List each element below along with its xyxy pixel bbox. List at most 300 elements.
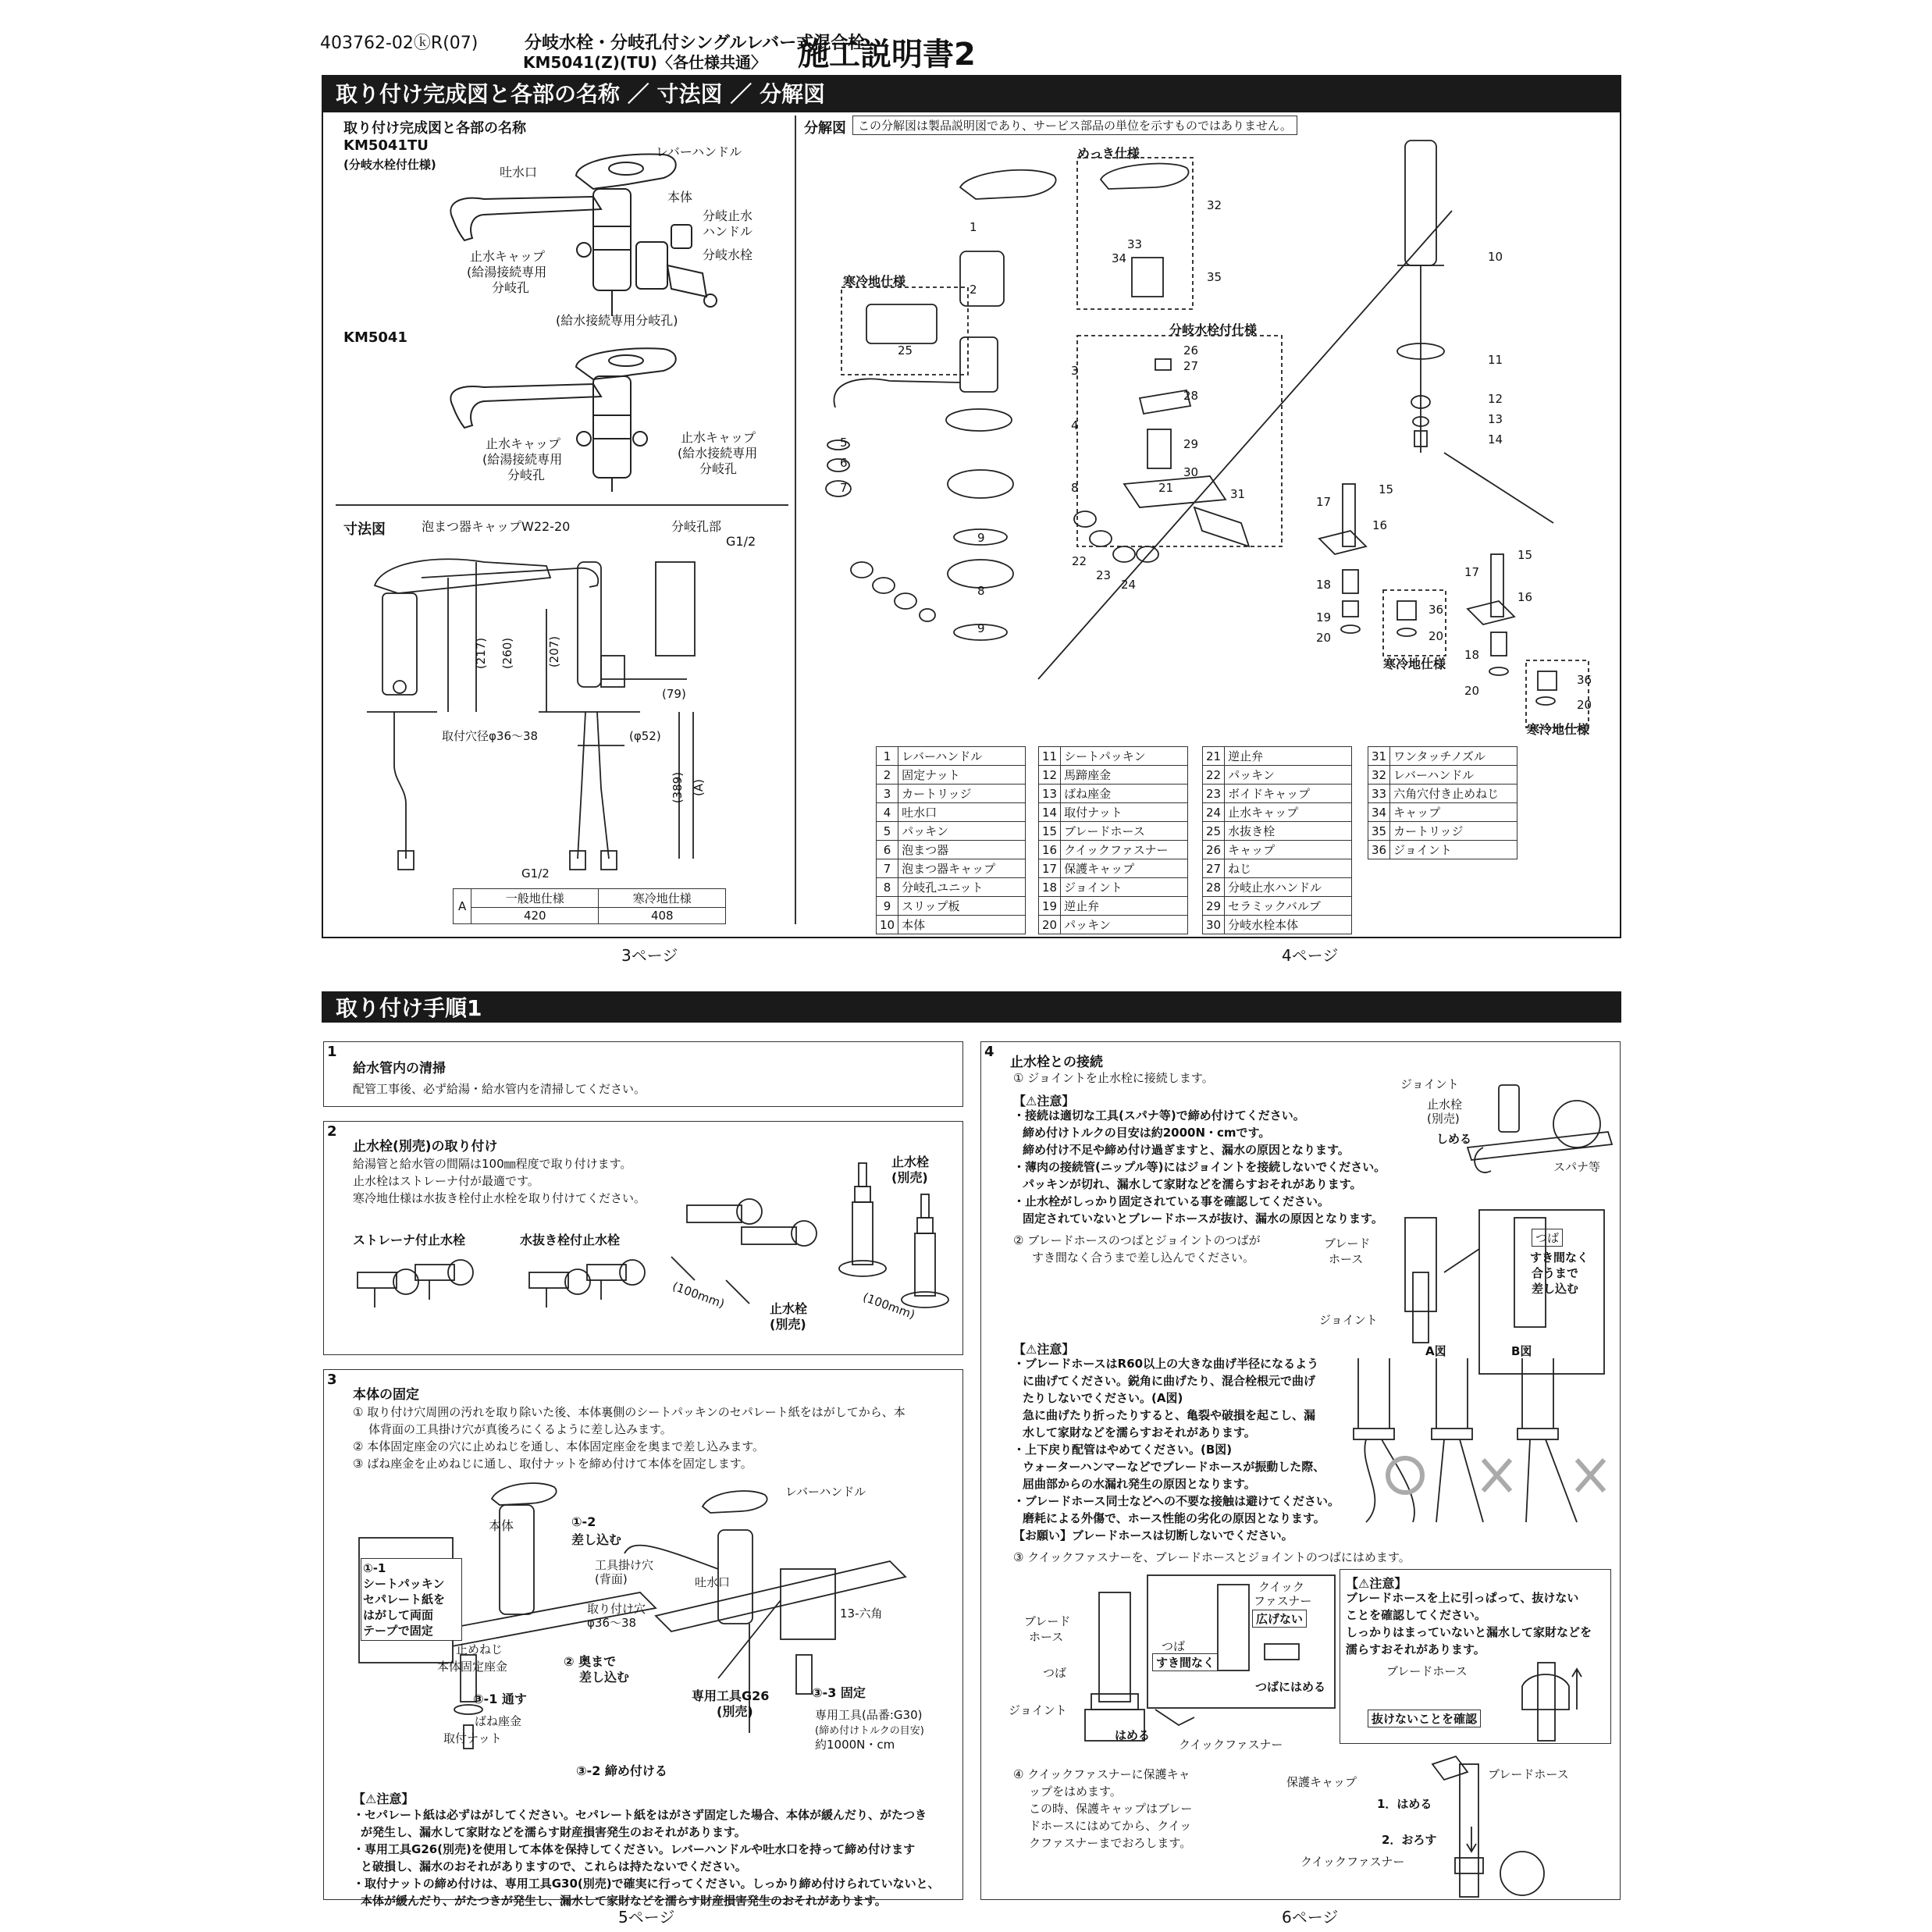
model-std: KM5041 bbox=[343, 329, 407, 346]
parts-number: 32 bbox=[1368, 766, 1390, 785]
s4-braid: ブレード bbox=[1324, 1236, 1371, 1251]
s3-11b: セパレート紙を bbox=[363, 1592, 446, 1606]
s3-c1: ・セパレート紙は必ずはがしてください。セパレート紙をはがさず固定した場合、本体が緩んだり、がたつき bbox=[353, 1808, 927, 1822]
s3-hook: 工具掛け穴 bbox=[595, 1558, 654, 1572]
parts-name: 泡まつ器 bbox=[898, 841, 1026, 859]
s4-t1: ① ジョイントを止水栓に接続します。 bbox=[1013, 1071, 1214, 1085]
page-3-label: 3ページ bbox=[621, 946, 678, 965]
s4-caution2-title: 【⚠注意】 bbox=[1013, 1342, 1075, 1357]
s4-pc-2: 2．おろす bbox=[1382, 1833, 1437, 1847]
parts-table-1 bbox=[876, 746, 1026, 934]
parts-row bbox=[1203, 859, 1352, 878]
parts-table-3 bbox=[1202, 746, 1352, 934]
parts-row bbox=[877, 841, 1026, 859]
dim-A: (A) bbox=[691, 779, 706, 796]
s4-qf-braid: ブレード bbox=[1024, 1614, 1071, 1628]
stop-valve-illustrations bbox=[343, 1163, 960, 1350]
s3-torque2: 約1000N・cm bbox=[815, 1738, 895, 1752]
parts-number: 31 bbox=[1368, 747, 1390, 766]
parts-row bbox=[1039, 897, 1188, 916]
label-branch-handle-2: ハンドル bbox=[703, 224, 753, 239]
s3-31: ③-1 通す bbox=[473, 1692, 527, 1706]
parts-name: 泡まつ器キャップ bbox=[898, 859, 1026, 878]
parts-number: 15 bbox=[1039, 822, 1061, 841]
parts-name: パッキン bbox=[1061, 916, 1188, 934]
s3-c3: ・取付ナットの締め付けは、専用工具G30(別売)で確実に行ってください。しっかり締め付けられていないと、 bbox=[353, 1877, 940, 1891]
parts-row bbox=[877, 859, 1026, 878]
parts-row bbox=[1368, 841, 1517, 859]
parts-number: 14 bbox=[1039, 803, 1061, 822]
s3-body: 本体 bbox=[489, 1518, 514, 1533]
s4-c1e: パッキンが切れ、漏水して家財などを濡らすおそれがあります。 bbox=[1023, 1177, 1362, 1191]
s4-c2g: ウォーターハンマーなどでブレードホースが振動した際、 bbox=[1023, 1460, 1325, 1474]
manual-title: 施工説明書2 bbox=[798, 37, 976, 73]
parts-name: ねじ bbox=[1225, 859, 1352, 878]
model-tu-sub: (分岐水栓付仕様) bbox=[343, 158, 436, 172]
parts-number: 36 bbox=[1368, 841, 1390, 859]
parts-number: 3 bbox=[877, 785, 898, 803]
parts-name: セラミックバルブ bbox=[1225, 897, 1352, 916]
s4-pc-quick: クイックファスナー bbox=[1300, 1855, 1405, 1869]
s4-qf-quick3: クイックファスナー bbox=[1179, 1738, 1283, 1752]
s3-spring: ばね座金 bbox=[475, 1714, 522, 1728]
parts-number: 24 bbox=[1203, 803, 1225, 822]
s4-t4e: クファスナーまでおろします。 bbox=[1029, 1836, 1192, 1850]
step-2-text-1: 給湯管と給水管の間隔は100㎜程度で取り付けます。 bbox=[353, 1157, 632, 1171]
parts-name: 馬蹄座金 bbox=[1061, 766, 1188, 785]
parts-row bbox=[877, 897, 1026, 916]
s4-fit1: すき間なく bbox=[1530, 1251, 1589, 1265]
dim-title: 寸法図 bbox=[343, 521, 386, 538]
step-1-title: 給水管内の清掃 bbox=[353, 1061, 446, 1076]
s4-qf-joint: ジョイント bbox=[1009, 1703, 1067, 1717]
label-branch-valve: 分岐水栓 bbox=[703, 247, 753, 262]
s4-qf-quick2: ファスナー bbox=[1254, 1594, 1312, 1608]
s4-fit2: 合うまで bbox=[1532, 1266, 1579, 1280]
cold2-label: 寒冷地仕様 bbox=[1383, 656, 1446, 671]
parts-row bbox=[1203, 897, 1352, 916]
s4-c2k: 【お願い】ブレードホースは切断しないでください。 bbox=[1013, 1528, 1293, 1542]
parts-row bbox=[1039, 747, 1188, 766]
s3-11a: シートパッキン bbox=[363, 1577, 445, 1591]
step-4-number: 4 bbox=[984, 1044, 994, 1060]
parts-name: カートリッジ bbox=[1390, 822, 1517, 841]
parts-name: クイックファスナー bbox=[1061, 841, 1188, 859]
parts-name: ジョイント bbox=[1390, 841, 1517, 859]
s4-qf-tsuba: つば bbox=[1043, 1666, 1067, 1680]
label-stopcap-1: 止水キャップ bbox=[470, 249, 546, 264]
exploded-title: 分解図 bbox=[804, 120, 846, 137]
dim-79: (79) bbox=[662, 687, 686, 701]
s4-c1d: ・薄肉の接続管(ニップル等)にはジョイントを接続しないでください。 bbox=[1013, 1160, 1386, 1174]
parts-name: カートリッジ bbox=[898, 785, 1026, 803]
hose-bend-figures bbox=[1343, 1358, 1616, 1546]
s4-pc-1: 1．はめる bbox=[1377, 1797, 1432, 1811]
parts-number: 5 bbox=[877, 822, 898, 841]
parts-name: 本体 bbox=[898, 916, 1026, 934]
s3-washer-plate: 本体固定座金 bbox=[437, 1660, 508, 1674]
s3-lever: レバーハンドル bbox=[785, 1485, 866, 1499]
s4-t4c: この時、保護キャップはブレー bbox=[1029, 1802, 1193, 1816]
label-std-left-2: (給湯接続専用 bbox=[482, 452, 563, 467]
s3-seat-packing-box bbox=[361, 1558, 462, 1641]
s3-11d: テープで固定 bbox=[363, 1624, 433, 1638]
parts-number: 10 bbox=[877, 916, 898, 934]
label-body: 本体 bbox=[667, 190, 693, 205]
s3-spout: 吐水口 bbox=[695, 1575, 731, 1589]
parts-number: 19 bbox=[1039, 897, 1061, 916]
s4-qf-gap: すき間なく bbox=[1152, 1653, 1219, 1671]
parts-number: 33 bbox=[1368, 785, 1390, 803]
parts-name: 分岐水栓本体 bbox=[1225, 916, 1352, 934]
s4-c2d: 急に曲げたり折ったりすると、亀裂や破損を起こし、漏 bbox=[1023, 1408, 1316, 1422]
parts-row bbox=[1039, 785, 1188, 803]
plating-label: めっき仕様 bbox=[1077, 146, 1140, 161]
parts-number: 18 bbox=[1039, 878, 1061, 897]
s4-pc-braid: ブレードホース bbox=[1488, 1767, 1569, 1781]
s3-tool2: 専用工具(品番:G30) bbox=[815, 1708, 923, 1722]
parts-number: 9 bbox=[877, 897, 898, 916]
s4-t4: ④ クイックファスナーに保護キャ bbox=[1013, 1767, 1190, 1781]
parts-name: パッキン bbox=[1225, 766, 1352, 785]
s4-pc-cap: 保護キャップ bbox=[1286, 1775, 1357, 1789]
s4-tighten: しめる bbox=[1436, 1132, 1472, 1146]
dim-207: (207) bbox=[547, 635, 562, 668]
s3-holeb: φ36〜38 bbox=[587, 1616, 637, 1630]
parts-name: 止水キャップ bbox=[1225, 803, 1352, 822]
label-std-left-1: 止水キャップ bbox=[486, 436, 561, 451]
s4-qf-hameru: はめる bbox=[1115, 1728, 1151, 1742]
s4-pull-braid: ブレードホース bbox=[1386, 1664, 1468, 1678]
parts-name: 水抜き栓 bbox=[1225, 822, 1352, 841]
parts-number: 26 bbox=[1203, 841, 1225, 859]
parts-name: 取付ナット bbox=[1061, 803, 1188, 822]
step-3-number: 3 bbox=[327, 1372, 337, 1388]
parts-row bbox=[877, 822, 1026, 841]
s4-caution1-title: 【⚠注意】 bbox=[1013, 1094, 1075, 1108]
parts-row bbox=[1203, 916, 1352, 934]
s3-screw: 止めねじ bbox=[456, 1642, 503, 1656]
label-spout: 吐水口 bbox=[500, 165, 538, 180]
parts-number: 2 bbox=[877, 766, 898, 785]
parts-name: パッキン bbox=[898, 822, 1026, 841]
step-1-number: 1 bbox=[327, 1044, 337, 1060]
parts-number: 27 bbox=[1203, 859, 1225, 878]
dim-g12-bottom: G1/2 bbox=[521, 866, 550, 881]
step-3-title: 本体の固定 bbox=[353, 1387, 419, 1403]
parts-name: ブレードホース bbox=[1061, 822, 1188, 841]
step-3-t2: ② 本体固定座金の穴に止めねじを通し、本体固定座金を奥まで差し込みます。 bbox=[353, 1439, 765, 1453]
parts-row bbox=[877, 803, 1026, 822]
s3-torque: (締め付けトルクの目安) bbox=[815, 1725, 924, 1737]
cold-label: 寒冷地仕様 bbox=[843, 274, 906, 289]
cold3-label: 寒冷地仕様 bbox=[1527, 722, 1590, 737]
s4-c2f: ・上下戻り配管はやめてください。(B図) bbox=[1013, 1443, 1233, 1457]
parts-number: 6 bbox=[877, 841, 898, 859]
parts-name: キャップ bbox=[1390, 803, 1517, 822]
s4-qf-tsuba2: つば bbox=[1162, 1639, 1186, 1653]
step-2-mm1: (100mm) bbox=[671, 1279, 727, 1311]
parts-number: 25 bbox=[1203, 822, 1225, 841]
label-std-left-3: 分岐孔 bbox=[507, 468, 546, 482]
parts-name: 保護キャップ bbox=[1061, 859, 1188, 878]
parts-row bbox=[1039, 803, 1188, 822]
step-1-text: 配管工事後、必ず給湯・給水管内を清掃してください。 bbox=[353, 1082, 646, 1096]
step-2-strainer: ストレーナ付止水栓 bbox=[353, 1233, 466, 1247]
s4-t3: ③ クイックファスナーを、ブレードホースとジョイントのつばにはめます。 bbox=[1013, 1550, 1411, 1564]
s4-fit3: 差し込む bbox=[1532, 1282, 1579, 1296]
dim-52: (φ52) bbox=[629, 729, 661, 743]
s4-c2e: 水して家財などを濡らすおそれがあります。 bbox=[1023, 1425, 1256, 1439]
parts-row bbox=[1368, 803, 1517, 822]
parts-row bbox=[1039, 916, 1188, 934]
parts-name: 逆止弁 bbox=[1225, 747, 1352, 766]
parts-row bbox=[877, 785, 1026, 803]
s4-c2j: 磨耗による外傷で、ホース性能の劣化の原因となります。 bbox=[1023, 1511, 1325, 1525]
parts-number: 22 bbox=[1203, 766, 1225, 785]
parts-table-2 bbox=[1038, 746, 1188, 934]
joint-connection-illustration bbox=[1389, 1069, 1616, 1350]
s4-tsuba: つば bbox=[1532, 1229, 1563, 1247]
parts-row bbox=[877, 766, 1026, 785]
parts-number: 34 bbox=[1368, 803, 1390, 822]
parts-name: シートパッキン bbox=[1061, 747, 1188, 766]
label-supply-branch: (給水接続専用分岐孔) bbox=[556, 313, 678, 328]
step-2-mm2: (100mm) bbox=[861, 1290, 917, 1322]
branch-spec-label: 分岐水栓付仕様 bbox=[1169, 322, 1258, 337]
parts-number: 20 bbox=[1039, 916, 1061, 934]
parts-row bbox=[1203, 785, 1352, 803]
s3-12b: 差し込む bbox=[571, 1532, 622, 1547]
parts-number: 7 bbox=[877, 859, 898, 878]
model-title: KM5041(Z)(TU)〈各仕様共通〉 bbox=[523, 53, 767, 72]
s4-c3c: しっかりはまっていないと漏水して家財などを bbox=[1346, 1625, 1592, 1639]
s4-t4b: ップをはめます。 bbox=[1029, 1784, 1122, 1799]
dimension-table bbox=[453, 888, 726, 924]
s3-12: ①-2 bbox=[571, 1514, 596, 1529]
step-2-stop-a2: (別売) bbox=[891, 1170, 928, 1185]
s3-toolb: (別売) bbox=[717, 1704, 753, 1719]
dim-g12-top: G1/2 bbox=[726, 534, 756, 549]
s4-figB: B図 bbox=[1511, 1344, 1532, 1358]
step-4-title: 止水栓との接続 bbox=[1010, 1055, 1103, 1070]
parts-number: 21 bbox=[1203, 747, 1225, 766]
parts-name: 吐水口 bbox=[898, 803, 1026, 822]
s3-32: ③-2 締め付ける bbox=[576, 1763, 667, 1778]
s4-pull-check: 抜けないことを確認 bbox=[1368, 1710, 1481, 1727]
product-title: 分岐水栓・分岐孔付シングルレバー式混合栓 bbox=[525, 34, 866, 53]
parts-row bbox=[1203, 766, 1352, 785]
section-bar-steps: 取り付け手順1 bbox=[322, 991, 1621, 1023]
s3-hole: 取り付け穴 bbox=[587, 1602, 646, 1616]
parts-table-4 bbox=[1368, 746, 1517, 859]
parts-name: レバーハンドル bbox=[1390, 766, 1517, 785]
step-2-stop-b: 止水栓 bbox=[770, 1301, 808, 1316]
parts-number: 35 bbox=[1368, 822, 1390, 841]
parts-number: 30 bbox=[1203, 916, 1225, 934]
s4-qf-nospread: 広げない bbox=[1252, 1610, 1307, 1628]
parts-row bbox=[877, 916, 1026, 934]
parts-row bbox=[1203, 841, 1352, 859]
label-std-right-2: (給水接続専用 bbox=[678, 446, 758, 461]
s4-stop: 止水栓 bbox=[1427, 1098, 1463, 1112]
parts-row bbox=[877, 878, 1026, 897]
step-2-title: 止水栓(別売)の取り付け bbox=[353, 1139, 498, 1155]
parts-name: 六角穴付き止めねじ bbox=[1390, 785, 1517, 803]
parts-number: 17 bbox=[1039, 859, 1061, 878]
s4-spanner: スパナ等 bbox=[1553, 1160, 1601, 1174]
model-tu: KM5041TU bbox=[343, 137, 429, 154]
s4-c3b: ことを確認してください。 bbox=[1346, 1608, 1487, 1622]
parts-number: 4 bbox=[877, 803, 898, 822]
s4-t2b: すき間なく合うまで差し込んでください。 bbox=[1032, 1251, 1255, 1265]
s4-qf-braid2: ホース bbox=[1029, 1630, 1064, 1644]
parts-name: ボイドキャップ bbox=[1225, 785, 1352, 803]
step-2-stop-b2: (別売) bbox=[770, 1317, 806, 1332]
parts-row bbox=[1368, 822, 1517, 841]
parts-number: 16 bbox=[1039, 841, 1061, 859]
parts-row bbox=[1203, 747, 1352, 766]
complete-title: 取り付け完成図と各部の名称 bbox=[343, 120, 526, 137]
parts-row bbox=[1039, 859, 1188, 878]
parts-row bbox=[1039, 766, 1188, 785]
dim-aerator-cap: 泡まつ器キャップW22-20 bbox=[422, 519, 571, 534]
dim-217: (217) bbox=[474, 637, 489, 670]
s3-caution-title: 【⚠注意】 bbox=[353, 1791, 415, 1806]
s4-caution3-title: 【⚠注意】 bbox=[1346, 1576, 1407, 1591]
parts-row bbox=[1039, 841, 1188, 859]
parts-number: 13 bbox=[1039, 785, 1061, 803]
s4-joint: ジョイント bbox=[1400, 1077, 1459, 1091]
parts-name: ばね座金 bbox=[1061, 785, 1188, 803]
panel-divider-h bbox=[336, 504, 788, 506]
s3-33: ③-3 固定 bbox=[812, 1685, 866, 1700]
parts-name: 逆止弁 bbox=[1061, 897, 1188, 916]
step-2-drain: 水抜き栓付止水栓 bbox=[520, 1233, 621, 1247]
s4-c3d: 濡らすおそれがあります。 bbox=[1346, 1642, 1485, 1656]
label-std-right-1: 止水キャップ bbox=[681, 430, 756, 445]
parts-number: 29 bbox=[1203, 897, 1225, 916]
parts-name: 分岐孔ユニット bbox=[898, 878, 1026, 897]
parts-row bbox=[1368, 747, 1517, 766]
s4-c2i: ・ブレードホース同士などへの不要な接触は避けてください。 bbox=[1013, 1494, 1340, 1508]
s4-t4d: ドホースにはめてから、クイッ bbox=[1029, 1819, 1192, 1833]
dim-table-general: 420 bbox=[471, 908, 599, 924]
parts-number: 11 bbox=[1039, 747, 1061, 766]
step-3-t1: ① 取り付け穴周囲の汚れを取り除いた後、本体裏側のシートパッキンのセパレート紙をはがしてから、本 bbox=[353, 1405, 906, 1419]
dim-table-a: A bbox=[454, 889, 471, 924]
s4-stop2: (別売) bbox=[1427, 1112, 1460, 1126]
parts-number: 28 bbox=[1203, 878, 1225, 897]
exploded-note: この分解図は製品説明図であり、サービス部品の単位を示すものではありません。 bbox=[852, 116, 1297, 135]
page-5-label: 5ページ bbox=[618, 1908, 675, 1927]
parts-name: 固定ナット bbox=[898, 766, 1026, 785]
parts-name: レバーハンドル bbox=[898, 747, 1026, 766]
section-bar-overview: 取り付け完成図と各部の名称 ／ 寸法図 ／ 分解図 bbox=[322, 75, 1621, 111]
s3-c3b: 本体が緩んだり、がたつきが発生し、漏水して家財などを濡らす財産損害発生のおそれがあります。 bbox=[361, 1894, 887, 1908]
s3-hex: 13-六角 bbox=[840, 1606, 883, 1621]
pull-check-illustration bbox=[1507, 1663, 1585, 1741]
dim-table-head-general: 一般地仕様 bbox=[471, 889, 599, 908]
parts-number: 1 bbox=[877, 747, 898, 766]
dim-table-head-cold: 寒冷地仕様 bbox=[599, 889, 726, 908]
s4-qf-quick: クイック bbox=[1258, 1580, 1304, 1594]
parts-name: スリップ板 bbox=[898, 897, 1026, 916]
s4-c1f: ・止水栓がしっかり固定されている事を確認してください。 bbox=[1013, 1194, 1330, 1208]
label-lever: レバーハンドル bbox=[656, 144, 742, 159]
document-code: 403762-02ⓚR(07) bbox=[320, 34, 479, 53]
page-6-label: 6ページ bbox=[1282, 1908, 1339, 1927]
s3-c2b: と破損し、漏水のおそれがありますので、これらは持たないでください。 bbox=[361, 1859, 747, 1873]
step-3-t3: ③ ばね座金を止めねじに通し、取付ナットを締め付けて本体を固定します。 bbox=[353, 1457, 753, 1471]
parts-number: 8 bbox=[877, 878, 898, 897]
faucet-std-illustration bbox=[437, 351, 749, 500]
dim-260: (260) bbox=[500, 637, 515, 670]
label-stopcap-2: (給湯接続専用 bbox=[467, 265, 547, 279]
s3-c1b: が発生し、漏水して家財などを濡らす財産損害発生のおそれがあります。 bbox=[361, 1825, 746, 1839]
panel-divider bbox=[795, 116, 796, 924]
parts-row bbox=[1203, 878, 1352, 897]
s4-c2b: に曲げてください。鋭角に曲げたり、混合栓根元で曲げ bbox=[1023, 1374, 1316, 1388]
parts-row bbox=[1368, 766, 1517, 785]
step-2-number: 2 bbox=[327, 1123, 337, 1140]
parts-row bbox=[1203, 803, 1352, 822]
label-std-right-3: 分岐孔 bbox=[699, 461, 738, 476]
s4-joint2: ジョイント bbox=[1319, 1313, 1378, 1327]
s4-figA: A図 bbox=[1425, 1344, 1446, 1358]
dimension-drawing bbox=[343, 531, 788, 890]
label-branch-handle-1: 分岐止水 bbox=[703, 208, 753, 223]
parts-row bbox=[1039, 878, 1188, 897]
s4-c1a: ・接続は適切な工具(スパナ等)で締め付けてください。 bbox=[1013, 1108, 1305, 1123]
parts-row bbox=[1039, 822, 1188, 841]
s3-c2: ・専用工具G26(別売)を使用して本体を保持してください。レバーハンドルや吐水口を持って締め付けます bbox=[353, 1842, 916, 1856]
parts-name: キャップ bbox=[1225, 841, 1352, 859]
parts-row bbox=[877, 747, 1026, 766]
s3-2: ② 奥まで bbox=[564, 1654, 617, 1669]
s4-c1g: 固定されていないとブレードホースが抜け、漏水の原因となります。 bbox=[1023, 1212, 1383, 1226]
step-2-text-3: 寒冷地仕様は水抜き栓付止水栓を取り付けてください。 bbox=[353, 1191, 646, 1205]
parts-number: 23 bbox=[1203, 785, 1225, 803]
dim-table-cold: 408 bbox=[599, 908, 726, 924]
dim-hole: 取付穴径φ36〜38 bbox=[442, 729, 539, 743]
parts-row bbox=[1368, 785, 1517, 803]
s3-11c: はがして両面 bbox=[363, 1608, 434, 1622]
parts-name: ジョイント bbox=[1061, 878, 1188, 897]
s4-c2c: たりしないでください。(A図) bbox=[1023, 1391, 1183, 1405]
step-2-text-2: 止水栓はストレーナ付が最適です。 bbox=[353, 1174, 539, 1188]
s4-c3a: ブレードホースを上に引っぱって、抜けない bbox=[1346, 1591, 1579, 1605]
s3-hookb: (背面) bbox=[595, 1572, 628, 1586]
dim-branch-part: 分岐孔部 bbox=[671, 519, 722, 534]
s4-c1c: 締め付け不足や締め付け過ぎますと、漏水の原因となります。 bbox=[1023, 1143, 1350, 1157]
s3-2b: 差し込む bbox=[579, 1670, 630, 1685]
s4-c2a: ・ブレードホースはR60以上の大きな曲げ半径になるよう bbox=[1013, 1357, 1319, 1371]
s4-c1b: 締め付けトルクの目安は約2000N・cmです。 bbox=[1023, 1126, 1271, 1140]
s4-c2h: 屈曲部からの水漏れ発生の原因となります。 bbox=[1023, 1477, 1256, 1491]
s3-nut: 取付ナット bbox=[443, 1731, 502, 1745]
s3-11: ①-1 bbox=[363, 1561, 386, 1575]
s4-braid2: ホース bbox=[1329, 1252, 1364, 1266]
step-2-stop-a: 止水栓 bbox=[891, 1155, 930, 1169]
parts-name: ワンタッチノズル bbox=[1390, 747, 1517, 766]
label-stopcap-3: 分岐孔 bbox=[492, 280, 530, 295]
parts-number: 12 bbox=[1039, 766, 1061, 785]
s4-t2: ② ブレードホースのつばとジョイントのつばが bbox=[1013, 1233, 1261, 1247]
dim-389: (389) bbox=[671, 771, 685, 804]
s3-tool: 専用工具G26 bbox=[692, 1688, 770, 1703]
step-3-t1b: 体背面の工具掛け穴が真後ろにくるように差し込みます。 bbox=[368, 1422, 672, 1436]
